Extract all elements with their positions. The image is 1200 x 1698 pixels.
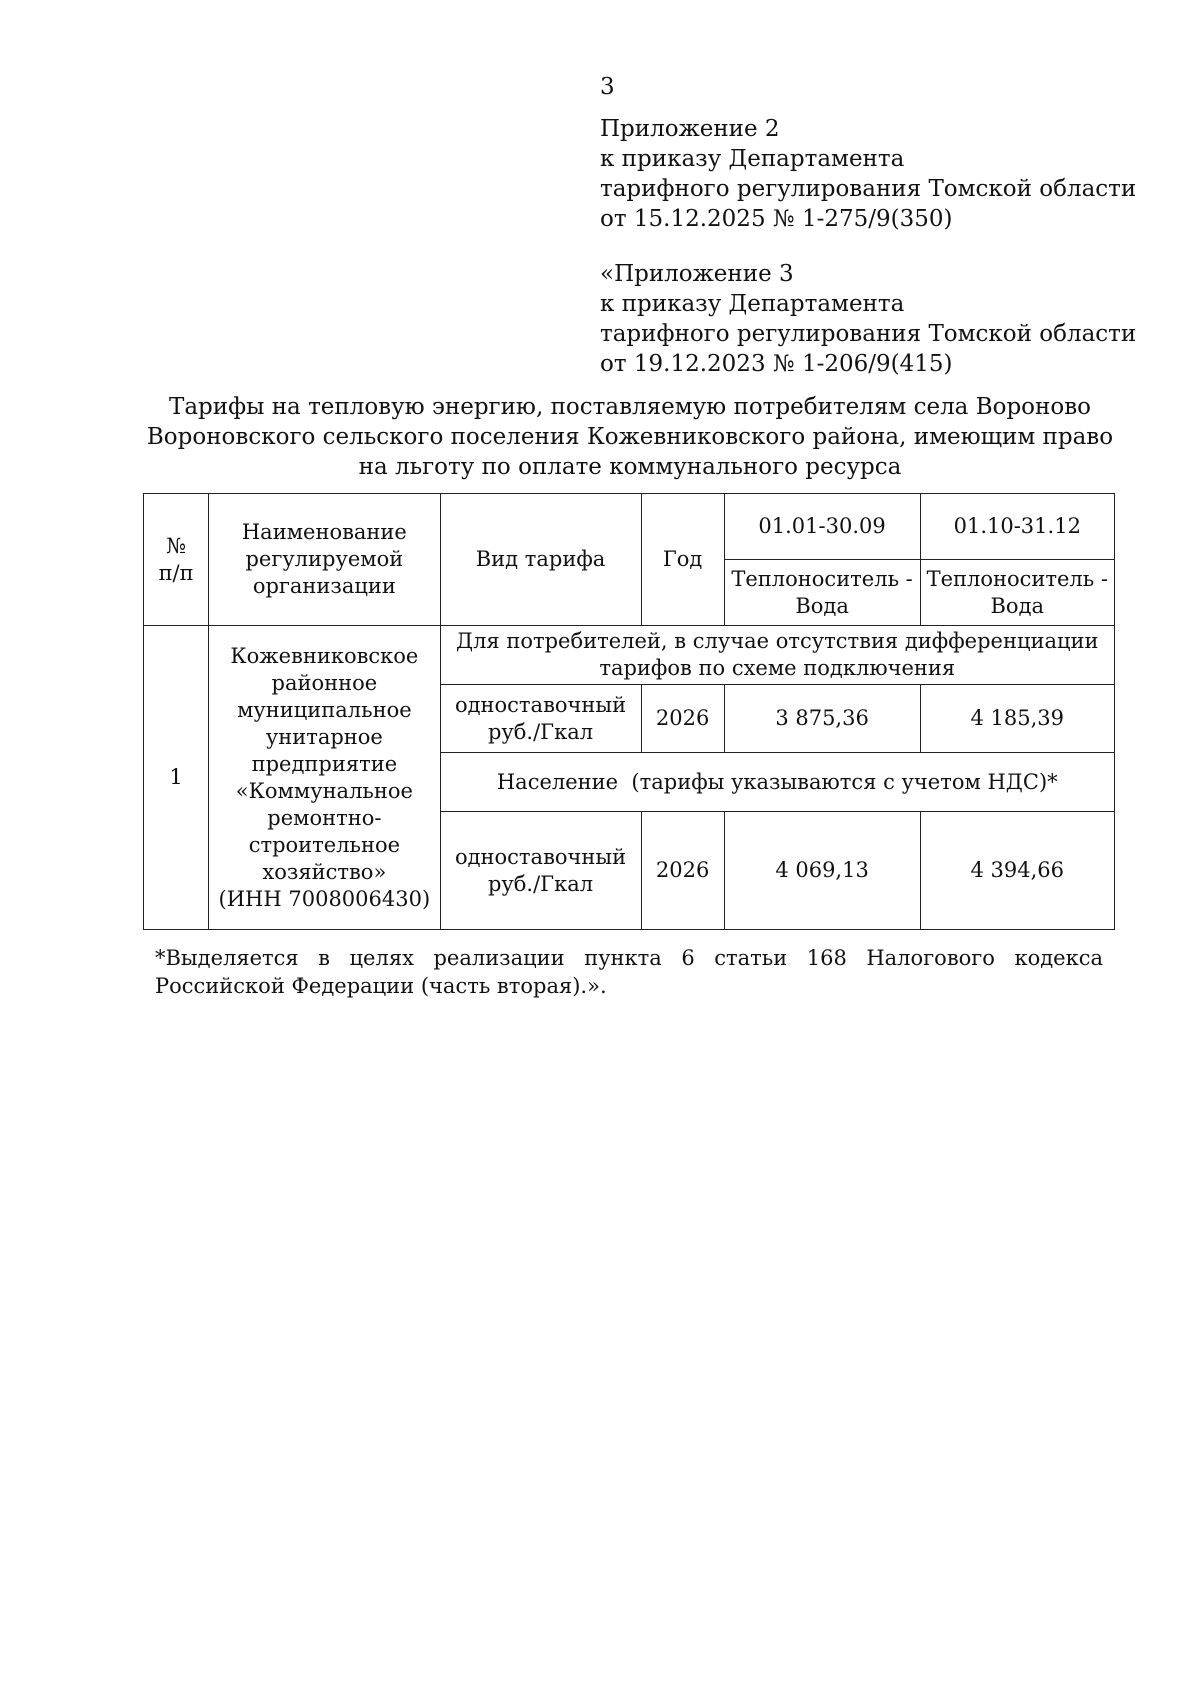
header-carrier-2: Теплоноситель - Вода	[920, 560, 1114, 626]
tariff-type-cell: одноставочный руб./Гкал	[440, 685, 641, 753]
title-line: Тарифы на тепловую энергию, поставляемую потребителям села Вороново	[168, 394, 1091, 420]
tariff-value-cell: 4 069,13	[724, 812, 920, 930]
annex-line: тарифного регулирования Томской области	[600, 321, 1137, 347]
header-carrier-1: Теплоноситель - Вода	[724, 560, 920, 626]
annex-line: от 15.12.2025 № 1-275/9(350)	[600, 206, 953, 232]
annex-line: от 19.12.2023 № 1-206/9(415)	[600, 351, 953, 377]
header-tariff-type: Вид тарифа	[440, 494, 641, 626]
header-year: Год	[641, 494, 724, 626]
tariff-table	[143, 493, 1115, 930]
annex-line: Приложение 2	[600, 116, 780, 142]
annex-amended-header	[600, 259, 1136, 379]
organization-name: Кожевниковское районное муниципальное унитарное предприятие «Коммунальное ремонтно- строительное хозяйство» (ИНН 7008006430)	[209, 626, 440, 930]
section-label: Население (тарифы указываются с учетом НДС)*	[440, 753, 1114, 812]
annex-line: к приказу Департамента	[600, 146, 905, 172]
tariff-value-cell: 3 875,36	[724, 685, 920, 753]
year-cell: 2026	[641, 812, 724, 930]
tariff-value-cell: 4 394,66	[920, 812, 1114, 930]
title-line: на льготу по оплате коммунального ресурса	[358, 454, 902, 480]
year-cell: 2026	[641, 685, 724, 753]
header-number: № п/п	[144, 494, 209, 626]
header-period-2: 01.10-31.12	[920, 494, 1114, 560]
section-label: Для потребителей, в случае отсутствия дифференциации тарифов по схеме подключения	[440, 626, 1114, 685]
header-organization: Наименование регулируемой организации	[209, 494, 440, 626]
annex-line: «Приложение 3	[600, 261, 794, 287]
document-title	[140, 392, 1120, 482]
page-number: 3	[600, 74, 615, 100]
title-line: Вороновского сельского поселения Кожевниковского района, имеющим право	[146, 424, 1114, 450]
annex-line: тарифного регулирования Томской области	[600, 176, 1137, 202]
tariff-type-cell: одноставочный руб./Гкал	[440, 812, 641, 930]
annex-line: к приказу Департамента	[600, 291, 905, 317]
annex-current-header	[600, 114, 1136, 234]
footnote: *Выделяется в целях реализации пункта 6 статьи 168 Налогового кодекса Российской Федерации (часть вторая).».	[155, 946, 1103, 998]
header-period-1: 01.01-30.09	[724, 494, 920, 560]
row-number: 1	[144, 626, 209, 930]
tariff-value-cell: 4 185,39	[920, 685, 1114, 753]
